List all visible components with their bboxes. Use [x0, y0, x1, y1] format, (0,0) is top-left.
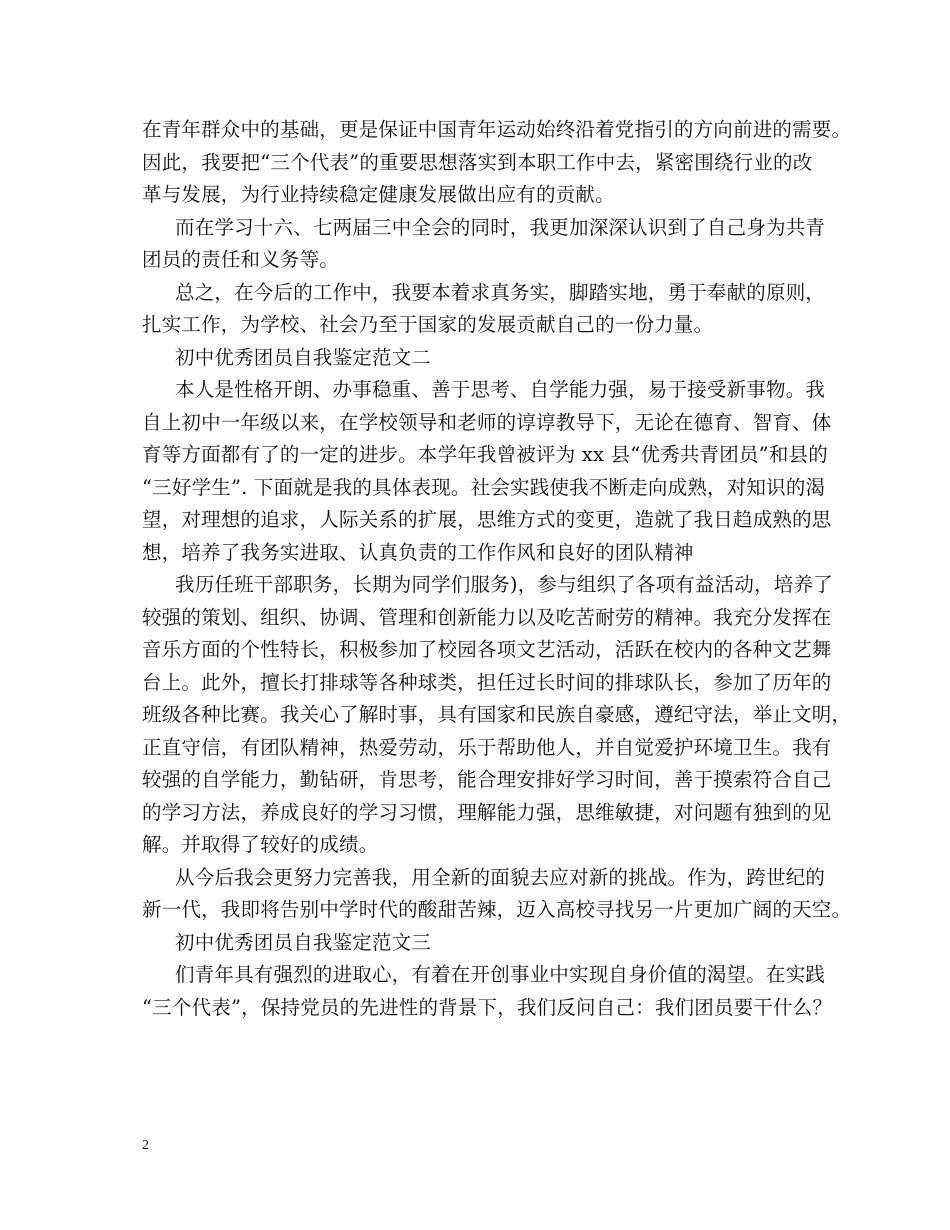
- text-line: 育等方面都有了的一定的进步。本学年我曾被评为 xx 县“优秀共青团员”和县的: [142, 443, 828, 466]
- text-line: 在青年群众中的基础，更是保证中国青年运动始终沿着党指引的方向前进的需要。: [142, 118, 852, 141]
- text-line: 自上初中一年级以来，在学校领导和老师的谆谆教导下，无论在德育、智育、体: [142, 410, 832, 434]
- text-line: 扎实工作，为学校、社会乃至于国家的发展贡献自己的一份力量。: [142, 313, 714, 336]
- text-line: “三好学生”. 下面就是我的具体表现。社会实践使我不断走向成熟，对知识的渴: [142, 475, 826, 499]
- text-line: 较强的策划、组织、协调、管理和创新能力以及吃苦耐劳的精神。我充分发挥在: [142, 605, 832, 629]
- text-line: 正直守信，有团队精神，热爱劳动，乐于帮助他人，并自觉爱护环境卫生。我有: [142, 735, 832, 759]
- text-line: 本人是性格开朗、办事稳重、善于思考、自学能力强，易于接受新事物。我: [175, 378, 826, 401]
- page-number: 2: [142, 1138, 149, 1153]
- body-text: [142, 114, 852, 1024]
- text-line: 台上。此外，擅长打排球等各种球类，担任过长时间的排球队长，参加了历年的: [142, 670, 832, 694]
- text-line: 初中优秀团员自我鉴定范文二: [175, 345, 432, 369]
- text-line: 们青年具有强烈的进取心，有着在开创事业中实现自身价值的渴望。在实践: [175, 963, 826, 986]
- text-line: “三个代表”，保持党员的先进性的背景下，我们反问自己：我们团员要干什么？: [142, 995, 833, 1019]
- text-line: 革与发展，为行业持续稳定健康发展做出应有的贡献。: [142, 183, 615, 206]
- text-line: 而在学习十六、七两届三中全会的同时，我更加深深认识到了自己身为共青: [175, 215, 826, 239]
- text-line: 较强的自学能力，勤钻研，肯思考，能合理安排好学习时间，善于摸索符合自己: [142, 768, 832, 791]
- text-line: 我历任班干部职务，长期为同学们服务)，参与组织了各项有益活动，培养了: [175, 573, 833, 596]
- text-line: 望，对理想的追求，人际关系的扩展，思维方式的变更，造就了我日趋成熟的思: [142, 508, 832, 531]
- text-line: 解。并取得了较好的成绩。: [142, 833, 379, 856]
- text-line: 总之，在今后的工作中，我要本着求真务实，脚踏实地，勇于奉献的原则，: [175, 280, 826, 304]
- text-line: 想，培养了我务实进取、认真负责的工作作风和良好的团队精神: [142, 540, 694, 564]
- text-line: 团员的责任和义务等。: [142, 248, 340, 271]
- text-line: 初中优秀团员自我鉴定范文三: [175, 930, 432, 954]
- text-line: 音乐方面的个性特长，积极参加了校园各项文艺活动，活跃在校内的各种文艺舞: [142, 638, 832, 661]
- text-line: 因此，我要把“三个代表”的重要思想落实到本职工作中去，紧密围绕行业的改: [142, 150, 813, 174]
- text-line: 新一代，我即将告别中学时代的酸甜苦辣，迈入高校寻找另一片更加广阔的天空。: [142, 898, 852, 921]
- text-line: 的学习方法，养成良好的学习习惯，理解能力强，思维敏捷，对问题有独到的见: [142, 800, 832, 824]
- text-line: 班级各种比赛。我关心了解时事，具有国家和民族自豪感，遵纪守法，举止文明，: [142, 703, 852, 726]
- text-line: 从今后我会更努力完善我，用全新的面貌去应对新的挑战。作为，跨世纪的: [175, 865, 826, 889]
